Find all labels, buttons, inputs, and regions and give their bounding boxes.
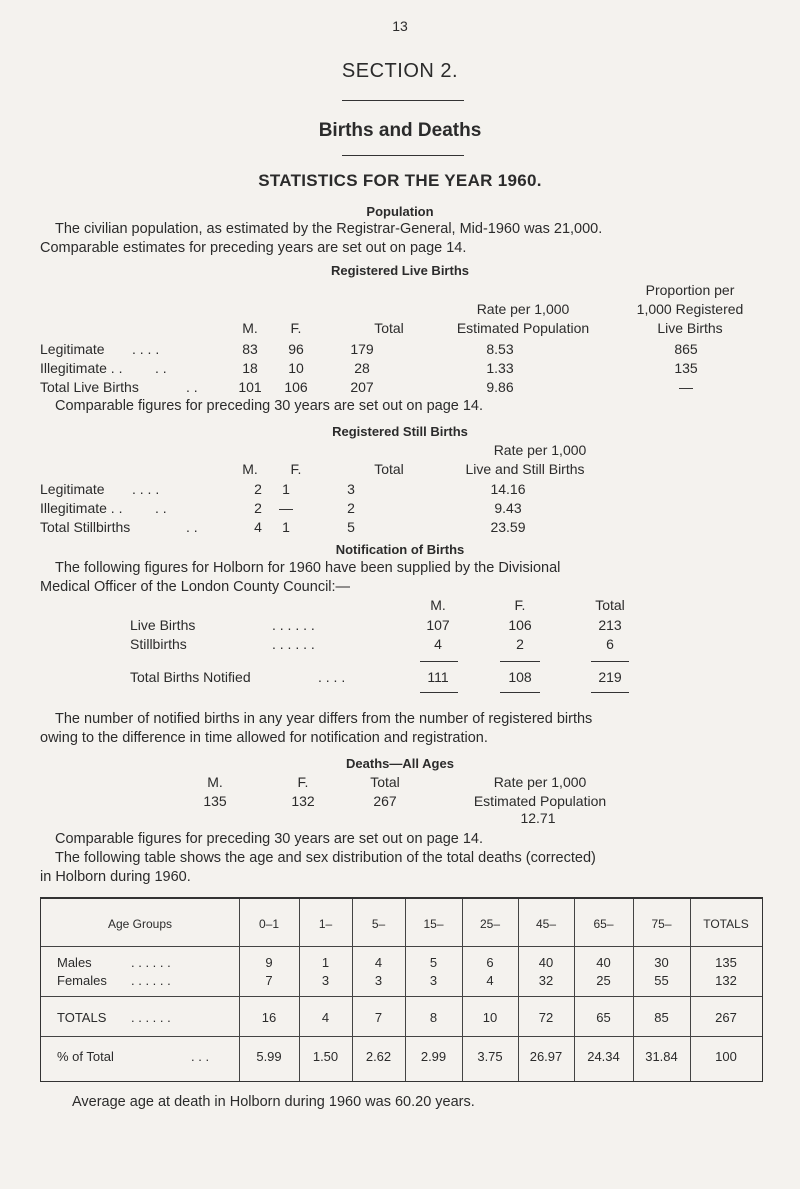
sum-rule: [500, 661, 540, 662]
cell: 3: [321, 973, 330, 988]
cell-m: 4: [254, 519, 262, 535]
cell-f: 1: [282, 481, 290, 497]
cell-f: 108: [508, 669, 532, 685]
cell: 32: [538, 973, 554, 988]
cell-rate: 8.53: [486, 341, 514, 357]
cell-f: 2: [516, 636, 524, 652]
cell: 2.62: [365, 1049, 392, 1064]
notification-text-1: The following figures for Holborn for 1960 have been supplied by the Divisional: [55, 560, 561, 576]
cell-rate: 14.16: [490, 481, 526, 497]
cell: 132: [715, 973, 737, 988]
cell: 40: [538, 955, 554, 970]
sum-rule: [420, 661, 458, 662]
cell-f: 96: [288, 341, 304, 357]
sum-rule: [591, 692, 629, 693]
cell-rate: 1.33: [486, 360, 514, 376]
row-dots: . . . .: [132, 341, 160, 357]
header-total: Total: [374, 320, 404, 336]
population-text-2: Comparable estimates for preceding years are set out on page 14.: [40, 240, 467, 256]
cell: 24.34: [587, 1049, 620, 1064]
row-rule: [41, 996, 762, 997]
cell-total: 179: [350, 341, 374, 357]
row-label: Live Births: [130, 617, 196, 633]
cell-f: 106: [508, 617, 532, 633]
header-f: F.: [290, 320, 302, 336]
row-label: Legitimate: [40, 481, 105, 497]
divider: [342, 155, 464, 156]
row-dots: . . . . . .: [131, 1010, 171, 1025]
cell: 8: [429, 1010, 438, 1025]
cell: 4: [321, 1010, 330, 1025]
page-number: 13: [392, 18, 408, 34]
row-label: % of Total: [57, 1049, 114, 1064]
row-dots: . .: [155, 500, 167, 516]
cell-f: 10: [288, 360, 304, 376]
cell-m: 101: [238, 379, 262, 395]
cell: 100: [715, 1049, 737, 1064]
live-births-heading: Registered Live Births: [331, 263, 469, 278]
cell-total: 3: [347, 481, 355, 497]
cell: 30: [654, 955, 669, 970]
header-age-groups: Age Groups: [107, 917, 173, 931]
cell: 25: [596, 973, 611, 988]
cell: 31.84: [645, 1049, 678, 1064]
cell: 72: [538, 1010, 554, 1025]
row-label: Total Live Births: [40, 379, 139, 395]
deaths-rate-label: Estimated Population: [473, 793, 607, 809]
cell-m: 111: [427, 669, 449, 685]
row-label: Illegitimate . .: [40, 360, 123, 376]
cell-total: 28: [354, 360, 370, 376]
header-f: F.: [290, 461, 302, 477]
header-col: TOTALS: [703, 917, 749, 931]
cell-f: 106: [284, 379, 308, 395]
divider: [342, 100, 464, 101]
sum-rule: [500, 692, 540, 693]
cell: 1: [321, 955, 330, 970]
cell-m: 83: [242, 341, 258, 357]
cell-total: 219: [598, 669, 622, 685]
header-col: 25–: [479, 917, 501, 931]
header-col: 5–: [371, 917, 386, 931]
cell-proportion: —: [679, 379, 693, 395]
row-rule: [41, 1036, 762, 1037]
row-dots: . . . .: [318, 669, 346, 685]
header-total: Total: [595, 597, 625, 613]
deaths-heading: Deaths—All Ages: [346, 756, 454, 771]
header-rate: Rate per 1,000: [493, 774, 587, 790]
cell: 26.97: [529, 1049, 563, 1064]
cell-total: 5: [347, 519, 355, 535]
header-f: F.: [514, 597, 526, 613]
deaths-intro-2: in Holborn during 1960.: [40, 869, 191, 885]
row-dots: . .: [186, 519, 198, 535]
cell: 267: [715, 1010, 737, 1025]
row-dots: . . .: [191, 1049, 210, 1064]
row-label: Total Births Notified: [130, 669, 251, 685]
deaths-note: Comparable figures for preceding 30 years are set out on page 14.: [55, 831, 484, 847]
cell-rate: 23.59: [490, 519, 526, 535]
notification-after-1: The number of notified births in any year differs from the number of registered births: [55, 711, 593, 727]
cell: 3.75: [477, 1049, 503, 1064]
row-label: TOTALS: [57, 1010, 107, 1025]
cell-rate: 9.43: [494, 500, 522, 516]
header-col: 15–: [423, 917, 444, 931]
cell: 16: [261, 1010, 277, 1025]
cell: 2.99: [420, 1049, 447, 1064]
cell: 6: [486, 955, 494, 970]
row-dots: . . . . . .: [272, 636, 315, 652]
cell-proportion: 135: [674, 360, 698, 376]
notification-after-2: owing to the difference in time allowed for notification and registration.: [40, 730, 488, 746]
cell: 4: [374, 955, 383, 970]
deaths-total: 267: [373, 793, 397, 809]
cell-total: 2: [347, 500, 355, 516]
notification-heading: Notification of Births: [335, 542, 465, 557]
deaths-m: 135: [203, 793, 227, 809]
cell: 65: [596, 1010, 611, 1025]
section-title: SECTION 2.: [341, 60, 459, 82]
row-dots: . .: [186, 379, 198, 395]
header-m: M.: [430, 597, 446, 613]
header-proportion-1: Proportion per: [645, 282, 735, 298]
footer-note: Average age at death in Holborn during 1960 was 60.20 years.: [72, 1094, 475, 1110]
cell-rate: 9.86: [486, 379, 514, 395]
header-m: M.: [207, 774, 223, 790]
header-rate-1: Rate per 1,000: [493, 442, 587, 458]
cell-proportion: 865: [674, 341, 698, 357]
row-label: Males: [57, 955, 92, 970]
header-col: 45–: [535, 917, 557, 931]
header-rate-1: Rate per 1,000: [476, 301, 570, 317]
row-dots: . . . .: [132, 481, 160, 497]
cell-f: 1: [282, 519, 290, 535]
row-label: Illegitimate . .: [40, 500, 123, 516]
row-label: Females: [57, 973, 107, 988]
row-label: Legitimate: [40, 341, 105, 357]
row-label: Total Stillbirths: [40, 519, 131, 535]
cell: 7: [265, 973, 273, 988]
still-births-heading: Registered Still Births: [332, 424, 468, 439]
cell-m: 4: [434, 636, 442, 652]
cell: 5: [429, 955, 438, 970]
header-col: 75–: [651, 917, 672, 931]
deaths-rate: 12.71: [520, 810, 556, 826]
header-rate-2: Estimated Population: [456, 320, 590, 336]
header-total: Total: [370, 774, 400, 790]
cell: 9: [265, 955, 273, 970]
deaths-f: 132: [291, 793, 315, 809]
header-rate-2: Live and Still Births: [465, 461, 585, 477]
population-heading: Population: [366, 204, 434, 219]
cell-total: 213: [598, 617, 622, 633]
row-dots: . . . . . .: [131, 955, 171, 970]
chapter-title: Births and Deaths: [318, 120, 482, 141]
header-col: 65–: [593, 917, 614, 931]
cell: 85: [654, 1010, 669, 1025]
sum-rule: [420, 692, 458, 693]
header-col: 0–1: [258, 917, 280, 931]
header-total: Total: [374, 461, 404, 477]
cell: 7: [374, 1010, 383, 1025]
row-rule: [41, 946, 762, 947]
header-proportion-3: Live Births: [657, 320, 723, 336]
row-dots: . .: [155, 360, 167, 376]
population-text-1: The civilian population, as estimated by the Registrar-General, Mid-1960 was 21,000.: [55, 221, 603, 237]
cell: 4: [486, 973, 494, 988]
deaths-intro-1: The following table shows the age and sex distribution of the total deaths (corrected): [55, 850, 596, 866]
cell-m: 107: [426, 617, 450, 633]
cell-m: 2: [254, 481, 262, 497]
stats-title: STATISTICS FOR THE YEAR 1960.: [258, 171, 542, 190]
cell: 55: [654, 973, 669, 988]
cell: 40: [596, 955, 611, 970]
sum-rule: [591, 661, 629, 662]
cell-f: —: [279, 500, 293, 516]
header-m: M.: [242, 461, 258, 477]
cell-total: 6: [606, 636, 614, 652]
notification-text-2: Medical Officer of the London County Council:—: [40, 579, 351, 595]
age-distribution-table: [40, 897, 763, 1082]
row-label: Stillbirths: [130, 636, 187, 652]
cell: 5.99: [256, 1049, 282, 1064]
cell: 135: [715, 955, 737, 970]
cell-m: 2: [254, 500, 262, 516]
header-f: F.: [297, 774, 309, 790]
cell: 1.50: [312, 1049, 339, 1064]
live-births-note: Comparable figures for preceding 30 years are set out on page 14.: [55, 398, 484, 414]
cell: 3: [374, 973, 383, 988]
cell: 10: [482, 1010, 498, 1025]
header-col: 1–: [318, 917, 333, 931]
row-dots: . . . . . .: [131, 973, 171, 988]
row-dots: . . . . . .: [272, 617, 315, 633]
header-proportion-2: 1,000 Registered: [636, 301, 744, 317]
cell: 3: [429, 973, 438, 988]
header-m: M.: [242, 320, 258, 336]
cell-m: 18: [242, 360, 258, 376]
cell-total: 207: [350, 379, 374, 395]
